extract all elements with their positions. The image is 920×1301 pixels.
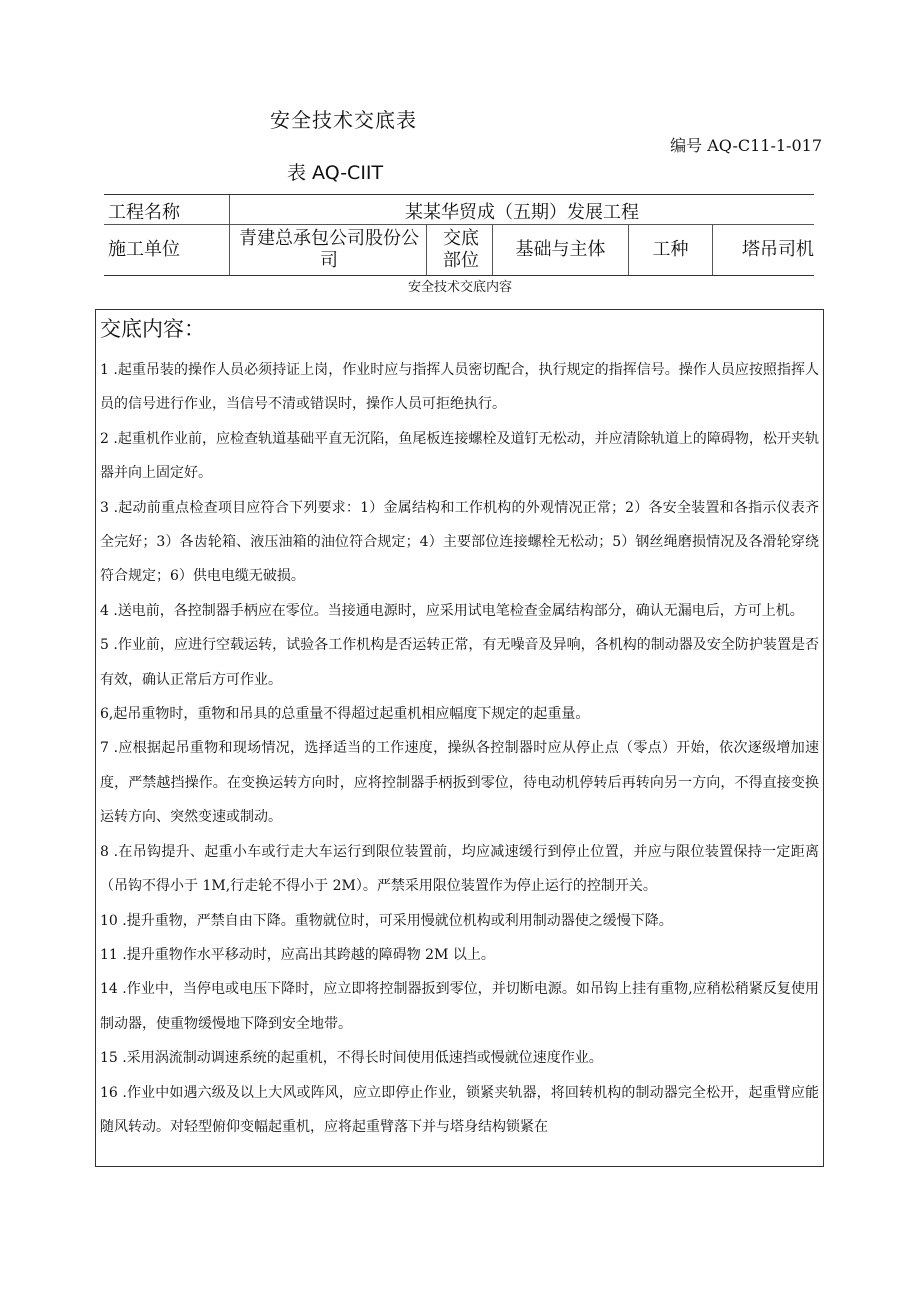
form-code [287, 158, 383, 185]
list-item: 6,起吊重物时，重物和吊具的总重量不得超过起重机相应幅度下规定的起重量。 [100, 706, 590, 723]
column-divider [426, 225, 427, 275]
list-item: 16 .作业中如遇六级及以上大风或阵风，应立即停止作业，锁紧夹轨器，将回转机构的制动器完全松开，起重臂应能随风转动。对轻型俯仰变幅起重机，应将起重臂落下并与塔身结构锁紧在 [100, 1084, 819, 1135]
list-item: 3 .起动前重点检查项目应符合下列要求：1）金属结构和工作机构的外观情况正常；2）各安全装置和各指示仪表齐全完好；3）各齿轮箱、液压油箱的油位符合规定；4）主要部位连接螺栓无松动；5）钢丝绳磨损情况及各滑轮穿绕符合规定；6）供电电缆无破损。 [100, 499, 819, 585]
disclosure-content-box [95, 309, 824, 1167]
content-heading: 交底内容： [100, 317, 205, 341]
contractor-label: 施工单位 [108, 239, 180, 260]
section-caption: 安全技术交底内容 [407, 280, 512, 295]
list-item: 2 .起重机作业前，应检查轨道基础平直无沉陷，鱼尾板连接螺栓及道钉无松动，并应清除轨道上的障碍物，松开夹轨器并向上固定好。 [100, 430, 819, 482]
form-code-prefix: 表 [287, 162, 313, 184]
document-number: 编号 AQ-C11-1-017 [670, 136, 822, 155]
contractor-value: 青建总承包公司股份公司 [239, 228, 419, 271]
list-item: 5 .作业前，应进行空载运转，试验各工作机构是否运转正常，有无噪音及异响，各机构的制动器及安全防护装置是否有效，确认正常后方可作业。 [100, 637, 819, 688]
list-item: 8 .在吊钩提升、起重小车或行走大车运行到限位装置前，均应减速缓行到停止位置，并应与限位装置保持一定距离（吊钩不得小于 1M,行走轮不得小于 2M）。严禁采用限位装置作为停止运行的控制开关。 [100, 843, 819, 895]
list-item: 15 .采用涡流制动调速系统的起重机，不得长时间使用低速挡或慢就位速度作业。 [100, 1050, 603, 1067]
list-item: 14 .作业中，当停电或电压下降时，应立即将控制器扳到零位，并切断电源。如吊钩上挂有重物,应稍松稍紧反复使用制动器，使重物缓慢地下降到安全地带。 [100, 981, 819, 1032]
document-title: 安全技术交底表 [270, 108, 417, 132]
list-item: 10 .提升重物，严禁自由下降。重物就位时，可采用慢就位机构或利用制动器使之缓慢下降。 [100, 912, 673, 929]
disclosure-part-value: 基础与主体 [515, 239, 606, 260]
list-item: 11 .提升重物作水平移动时，应高出其跨越的障碍物 2M 以上。 [100, 946, 495, 963]
project-name-value: 某某华贸成（五期）发展工程 [405, 202, 639, 223]
project-name-label: 工程名称 [108, 202, 180, 223]
project-info-table [104, 194, 814, 276]
disclosure-part-label: 交底部位 [443, 228, 479, 271]
trade-value: 塔吊司机 [742, 239, 814, 260]
trade-label: 工种 [652, 239, 689, 260]
list-item: 4 .送电前，各控制器手柄应在零位。当接通电源时，应采用试电笔检查金属结构部分，确认无漏电后，方可上机。 [100, 602, 804, 619]
list-item: 1 .起重吊装的操作人员必须持证上岗，作业时应与指挥人员密切配合，执行规定的指挥信号。操作人员应按照指挥人员的信号进行作业，当信号不清或错误时，操作人员可拒绝执行。 [100, 362, 819, 413]
form-code-value: AQ-CIIT [312, 162, 384, 184]
content-items [100, 353, 819, 1144]
list-item: 7 .应根据起吊重物和现场情况，选择适当的工作速度，操纵各控制器时应从停止点（零点）开始，依次逐级增加速度，严禁越挡操作。在变换运转方向时，应将控制器手柄扳到零位，待电动机停转后再转向另一方向，不得直接变换运转方向、突然变速或制动。 [100, 740, 819, 826]
